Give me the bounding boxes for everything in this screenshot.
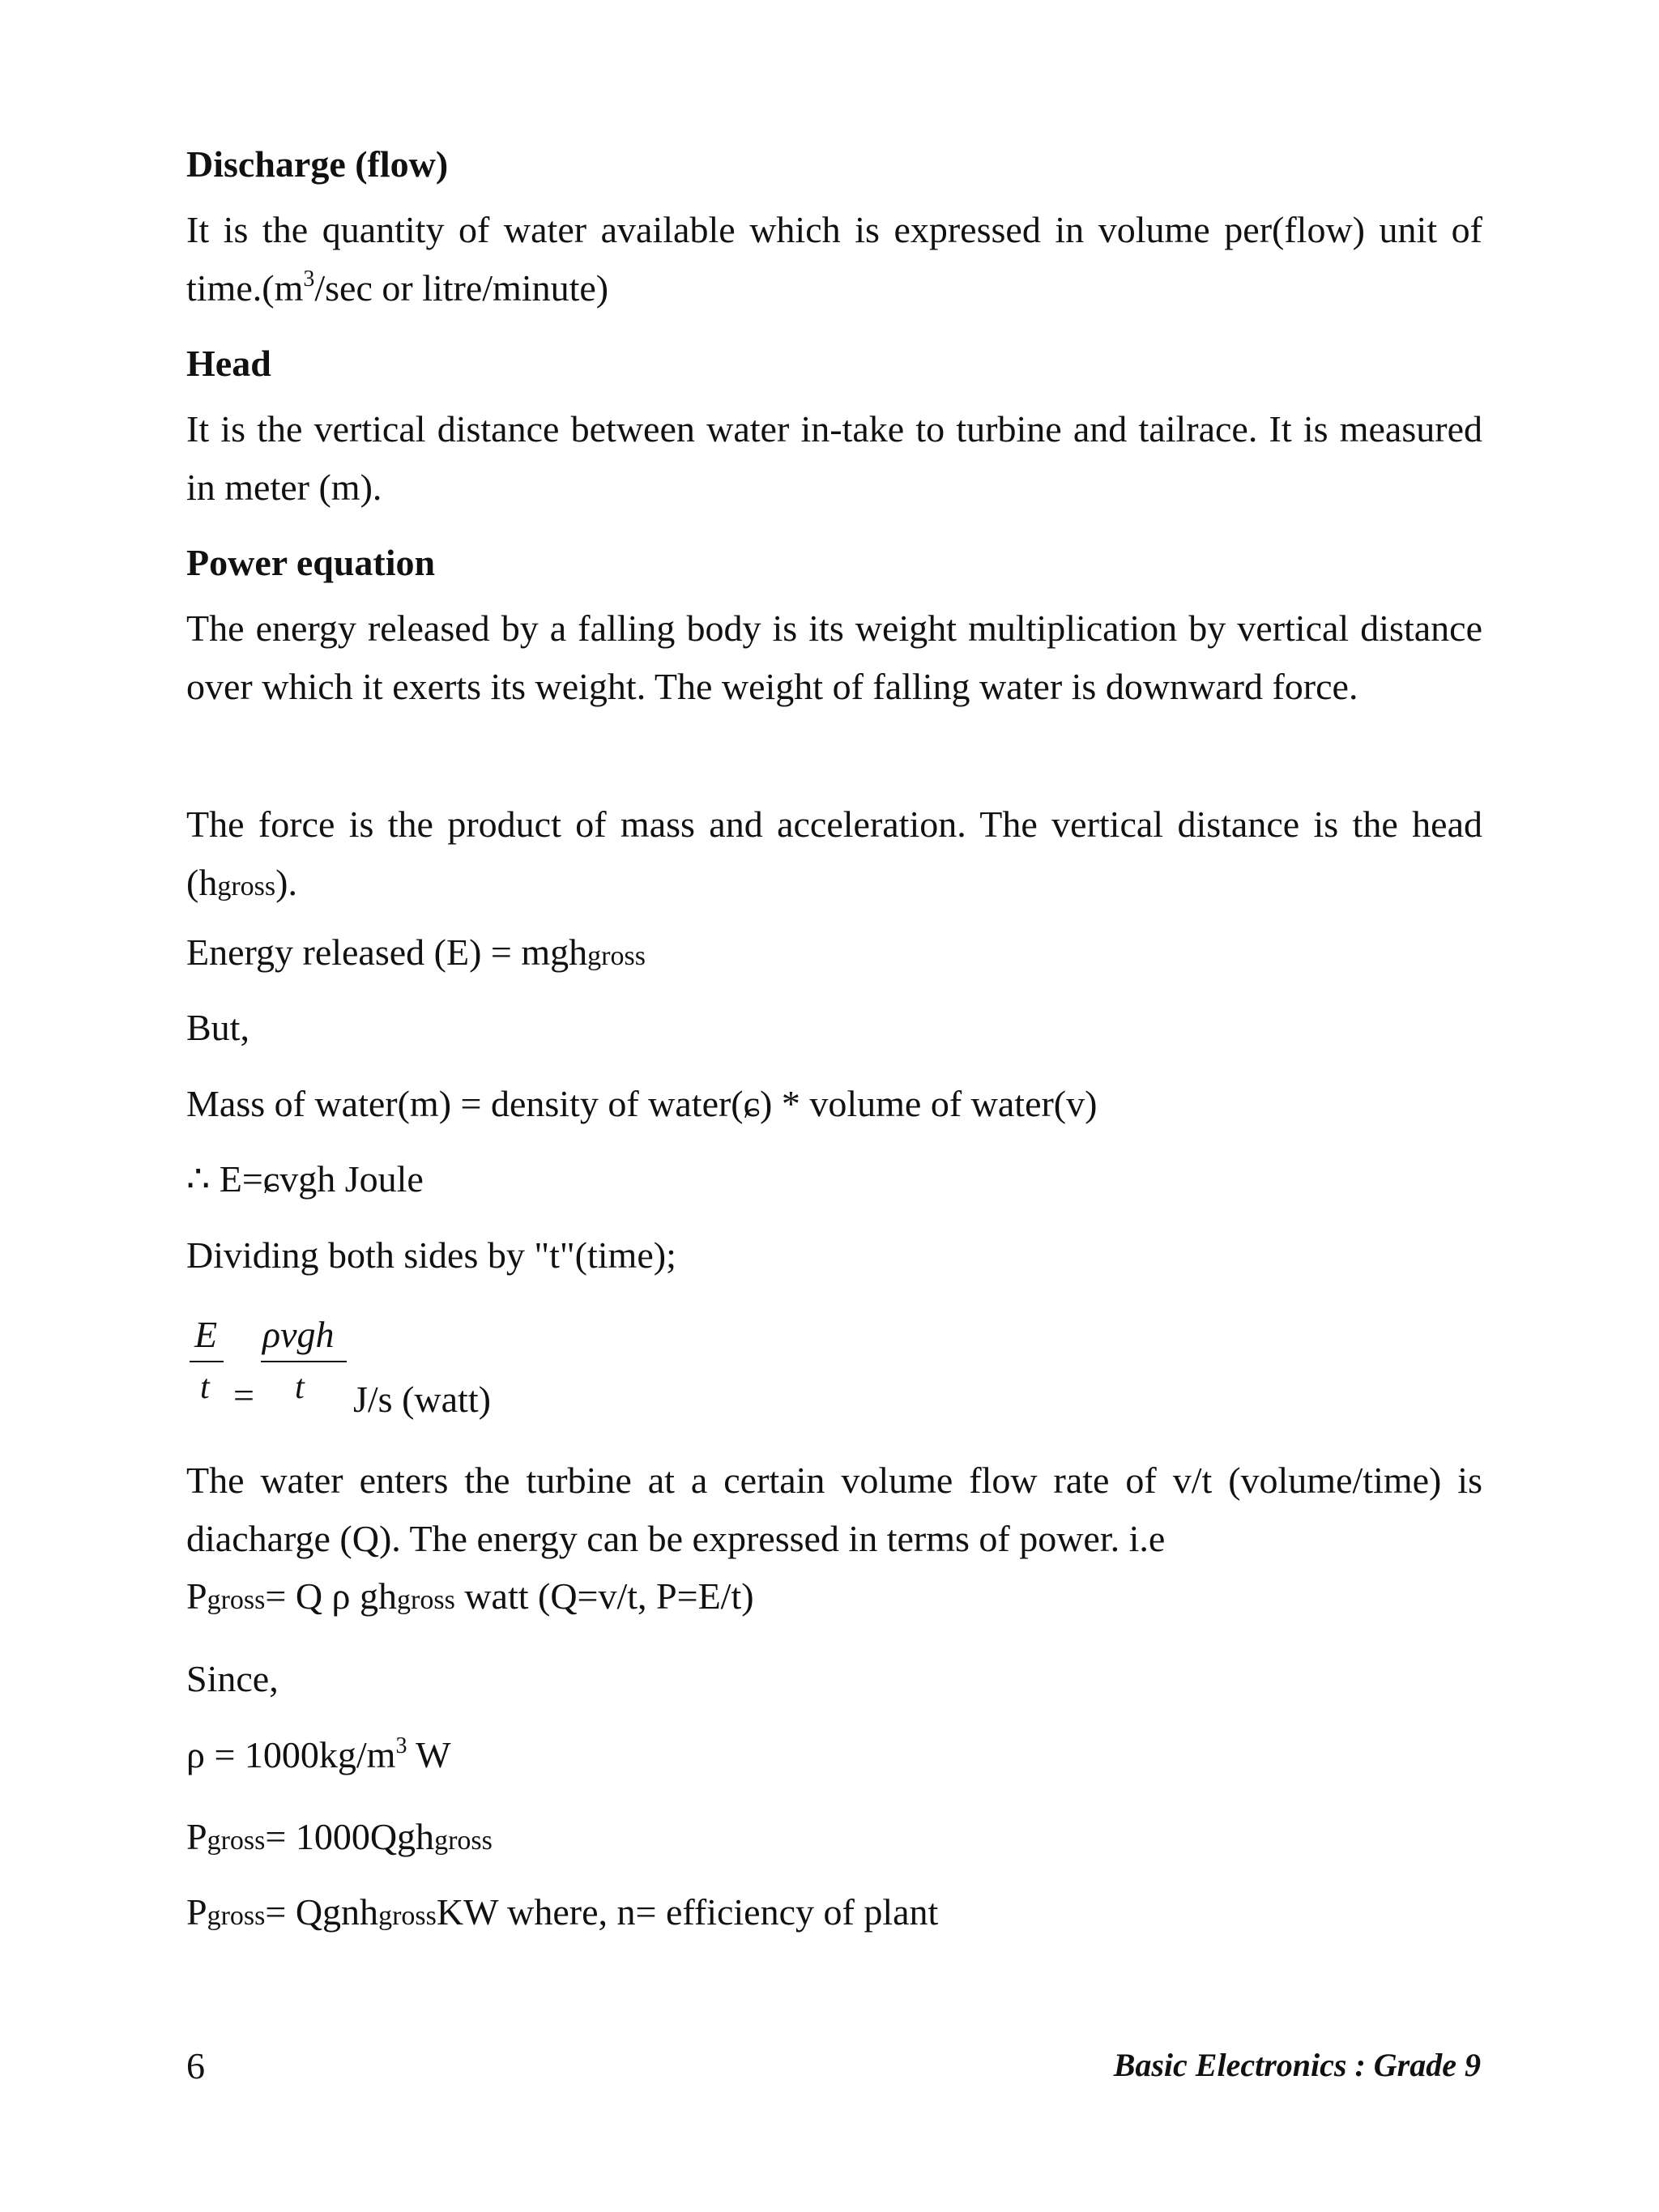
pgross-2-sub2: gross bbox=[434, 1826, 493, 1856]
pgross-2-sub: gross bbox=[207, 1826, 266, 1856]
pgross-2-p: P bbox=[186, 1816, 207, 1857]
power-paragraph-2 bbox=[186, 795, 1482, 916]
power-paragraph-2-b: ). bbox=[275, 862, 297, 903]
energy-equation-sub: gross bbox=[587, 941, 646, 971]
head-paragraph: It is the vertical distance between water in-take to turbine and tailrace. It is measured in meter (m). bbox=[186, 408, 1482, 508]
fraction-equals: = bbox=[233, 1375, 254, 1416]
pgross-1-mid: = Q ρ gh bbox=[265, 1575, 398, 1617]
pgross-2-mid: = 1000Qgh bbox=[265, 1816, 435, 1857]
flow-paragraph: The water enters the turbine at a certain volume flow rate of v/t (volume/time) is diacharge (Q). The energy can be expressed in terms of power. i.e bbox=[186, 1460, 1482, 1559]
heading-power-equation: Power equation bbox=[186, 542, 436, 583]
but-line: But, bbox=[186, 1007, 249, 1048]
pgross-1-sub2: gross bbox=[397, 1585, 455, 1615]
therefore-equation: ∴ E=ɕvgh Joule bbox=[186, 1158, 424, 1200]
pgross-1-end: watt (Q=v/t, P=E/t) bbox=[454, 1575, 754, 1617]
power-paragraph-2-sub: gross bbox=[217, 872, 276, 901]
rho-equation-a: ρ = 1000kg/m bbox=[186, 1734, 396, 1775]
fraction-2-denominator: t bbox=[295, 1369, 305, 1406]
fraction-unit: J/s (watt) bbox=[353, 1379, 491, 1420]
fraction-2-bar bbox=[261, 1361, 347, 1362]
fraction-2-numerator: ρvgh bbox=[262, 1314, 335, 1355]
book-title: Basic Electronics : Grade 9 bbox=[1113, 2047, 1481, 2083]
energy-equation bbox=[186, 931, 646, 973]
mass-equation: Mass of water(m) = density of water(ɕ) * volume of water(v) bbox=[186, 1083, 1098, 1124]
pgross-equation-2 bbox=[186, 1818, 493, 1856]
rho-equation-b: W bbox=[407, 1734, 451, 1775]
discharge-text-a: It is the quantity of water available which is expressed in volume per(flow) unit of time.(m bbox=[186, 209, 1482, 309]
energy-equation-text: Energy released (E) = mgh bbox=[186, 931, 588, 973]
pgross-1-sub: gross bbox=[207, 1585, 266, 1615]
fraction-1-numerator: E bbox=[194, 1314, 218, 1355]
pgross-3-sub: gross bbox=[207, 1901, 266, 1931]
pgross-equation-1 bbox=[186, 1575, 754, 1617]
discharge-paragraph bbox=[186, 201, 1482, 318]
page-number: 6 bbox=[186, 2045, 205, 2086]
power-paragraph-1: The energy released by a falling body is its weight multiplication by vertical distance over which it exerts its weight. The weight of falling water is downward force. bbox=[186, 607, 1482, 707]
pgross-1-p: P bbox=[186, 1575, 207, 1617]
pgross-3-p: P bbox=[186, 1891, 207, 1933]
rho-equation-sup: 3 bbox=[395, 1733, 407, 1758]
dividing-line: Dividing both sides by "t"(time); bbox=[186, 1234, 676, 1276]
since-line: Since, bbox=[186, 1658, 279, 1699]
page-content bbox=[186, 0, 1482, 2212]
heading-discharge: Discharge (flow) bbox=[186, 143, 449, 185]
pgross-equation-3 bbox=[186, 1891, 939, 1933]
discharge-text-b: /sec or litre/minute) bbox=[314, 267, 609, 309]
discharge-superscript: 3 bbox=[303, 266, 315, 292]
rho-equation bbox=[186, 1733, 451, 1775]
fraction-1-bar bbox=[190, 1361, 224, 1362]
power-paragraph-2-a: The force is the product of mass and acceleration. The vertical distance is the head (h bbox=[186, 803, 1482, 903]
fraction-1-denominator: t bbox=[200, 1369, 210, 1406]
heading-head: Head bbox=[186, 343, 271, 384]
pgross-3-sub2: gross bbox=[378, 1901, 437, 1931]
pgross-3-end: KW where, n= efficiency of plant bbox=[436, 1891, 939, 1933]
pgross-3-mid: = Qgnh bbox=[265, 1891, 379, 1933]
